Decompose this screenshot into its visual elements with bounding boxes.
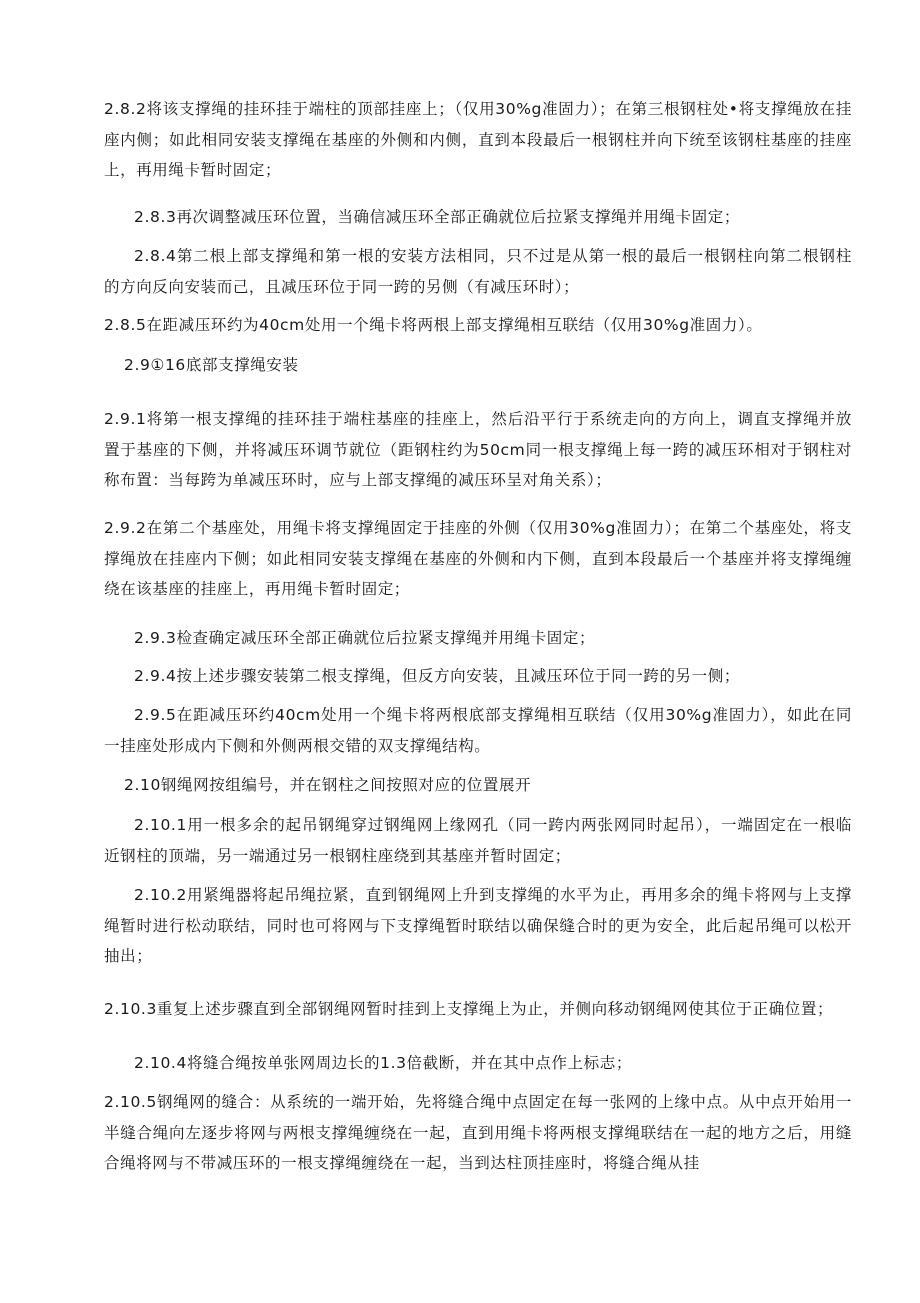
paragraph-2-10-5: 2.10.5钢绳网的缝合：从系统的一端开始，先将缝合绳中点固定在每一张网的上缘中点。从中点开始用一半缝合绳向左逐步将网与两根支撑绳缠绕在一起，直到用绳卡将两根支撑绳联结在一起的地方之后，用缝合绳将网与不带减压环的一根支撑绳缠绕在一起，当到达柱顶挂座时，将缝合绳从挂	[104, 1093, 852, 1172]
heading-2-10: 2.10钢绳网按组编号，并在钢柱之间按照对应的位置展开	[124, 776, 532, 794]
paragraph-2-9-2: 2.9.2在第二个基座处，用绳卡将支撑绳固定于挂座的外侧（仅用30%g准固力）；在第二个基座处，将支撑绳放在挂座内下侧；如此相同安装支撑绳在基座的外侧和内下侧，直到本段最后一个基座并将支撑绳缠绕在该基座的挂座上，再用绳卡暂时固定；	[104, 519, 852, 598]
paragraph-2-10-4: 2.10.4将缝合绳按单张网周边长的1.3倍截断，并在其中点作上标志；	[134, 1054, 632, 1072]
paragraph-2-8-2: 2.8.2将该支撑绳的挂环挂于端柱的顶部挂座上；（仅用30%g准固力）；在第三根钢柱处•将支撑绳放在挂座内侧；如此相同安装支撑绳在基座的外侧和内侧，直到本段最后一根钢柱并向下统至该钢柱基座的挂座上，再用绳卡暂时固定；	[104, 100, 852, 179]
paragraph-2-8-4: 2.8.4第二根上部支撑绳和第一根的安装方法相同，只不过是从第一根的最后一根钢柱向第二根钢柱的方向反向安装而己，且减压环位于同一跨的另侧（有减压环时）；	[104, 247, 852, 296]
paragraph-2-9-4: 2.9.4按上述步骤安装第二根支撑绳，但反方向安装，且减压环位于同一跨的另一侧；	[134, 667, 740, 685]
paragraph-2-8-5: 2.8.5在距减压环约为40cm处用一个绳卡将两根上部支撑绳相互联结（仅用30%g准固力）。	[104, 316, 763, 334]
paragraph-2-10-3: 2.10.3重复上述步骤直到全部钢绳网暂时挂到上支撑绳上为止，并侧向移动钢绳网使其位于正确位置；	[104, 1000, 834, 1018]
paragraph-2-10-1: 2.10.1用一根多余的起吊钢绳穿过钢绳网上缘网孔（同一跨内两张网同时起吊），一端固定在一根临近钢柱的顶端，另一端通过另一根钢柱座绕到其基座并暂时固定；	[104, 816, 852, 865]
heading-2-9: 2.9①16底部支撑绳安装	[124, 356, 299, 374]
paragraph-2-9-5: 2.9.5在距减压环约40cm处用一个绳卡将两根底部支撑绳相互联结（仅用30%g准固力），如此在同一挂座处形成内下侧和外侧两根交错的双支撑绳结构。	[104, 706, 852, 755]
paragraph-2-9-3: 2.9.3检查确定减压环全部正确就位后拉紧支撑绳并用绳卡固定；	[134, 629, 596, 647]
paragraph-2-10-2: 2.10.2用紧绳器将起吊绳拉紧，直到钢绳网上升到支撑绳的水平为止，再用多余的绳卡将网与上支撑绳暂时进行松动联结，同时也可将网与下支撑绳暂时联结以确保缝合时的更为安全，此后起吊绳可以松开抽出；	[104, 886, 852, 965]
paragraph-2-9-1: 2.9.1将第一根支撑绳的挂环挂于端柱基座的挂座上，然后沿平行于系统走向的方向上，调直支撑绳并放置于基座的下侧，并将减压环调节就位（距钢柱约为50cm同一根支撑绳上每一跨的减压环相对于钢柱对称布置：当每跨为单减压环时，应与上部支撑绳的减压环呈对角关系）；	[104, 410, 852, 489]
paragraph-2-8-3: 2.8.3再次调整减压环位置，当确信减压环全部正确就位后拉紧支撑绳并用绳卡固定；	[134, 208, 740, 226]
